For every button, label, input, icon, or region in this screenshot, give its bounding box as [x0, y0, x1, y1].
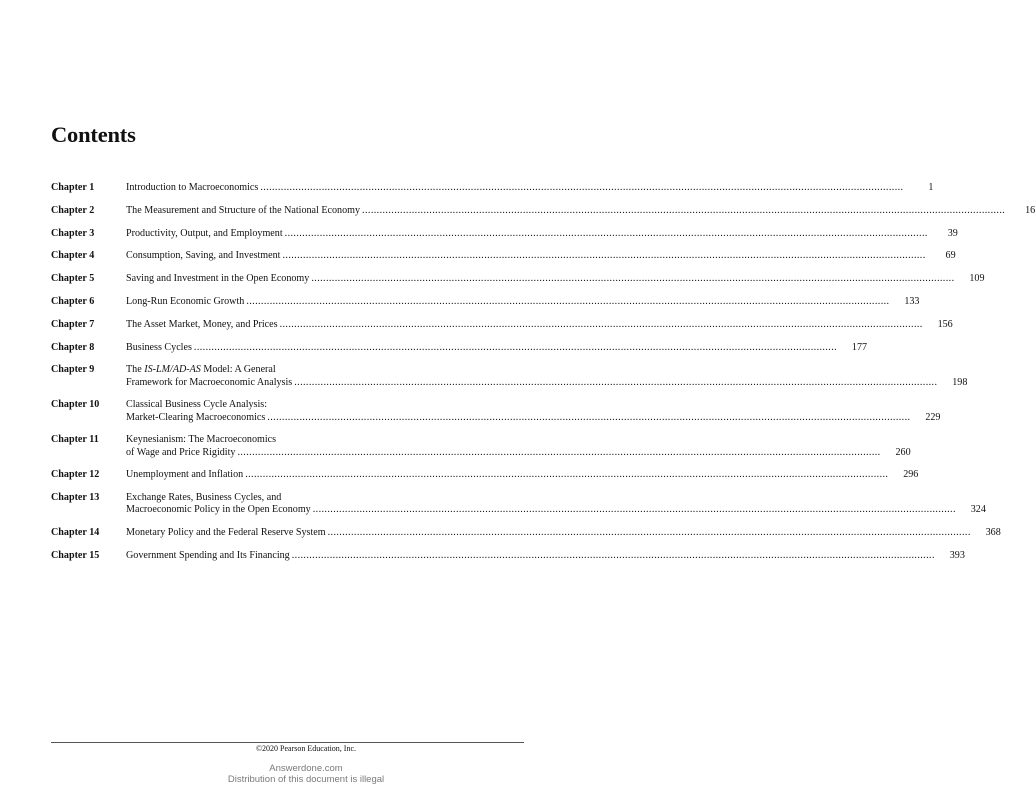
chapter-title-line: Exchange Rates, Business Cycles, and — [126, 492, 282, 504]
dot-leader: ............................................................................................................................................................................................................................ — [193, 341, 838, 353]
chapter-title-line: Classical Business Cycle Analysis: — [126, 399, 268, 411]
chapter-title-line: Introduction to Macroeconomics — [126, 182, 259, 193]
page-number: 368 — [985, 527, 1001, 539]
chapter-title-line: Business Cycles — [126, 341, 192, 353]
toc-entry[interactable] — [51, 227, 958, 240]
chapter-number: Chapter 2 — [51, 204, 95, 216]
toc-entry[interactable] — [51, 204, 1035, 217]
chapter-number: Chapter 14 — [51, 527, 100, 539]
dot-leader: ............................................................................................................................................................................................................................ — [267, 411, 911, 423]
chapter-title-line: Government Spending and Its Financing — [126, 549, 290, 561]
chapter-number: Chapter 15 — [51, 549, 100, 561]
chapter-number: Chapter 1 — [51, 182, 95, 193]
dot-leader: ............................................................................................................................................................................................................................ — [294, 376, 938, 388]
page-number: 296 — [903, 469, 919, 481]
chapter-title-line: The IS-LM/AD-AS Model: A General — [126, 364, 276, 376]
toc-entry[interactable] — [51, 492, 986, 516]
footer-divider — [51, 742, 524, 743]
dot-leader: ............................................................................................................................................................................................................................ — [327, 527, 971, 539]
toc-entry[interactable] — [51, 341, 868, 354]
dot-leader: ............................................................................................................................................................................................................................ — [291, 549, 935, 561]
watermark-notice: Distribution of this document is illegal — [227, 774, 385, 785]
table-of-contents — [51, 182, 1035, 562]
chapter-number: Chapter 4 — [51, 250, 95, 262]
toc-entry[interactable] — [51, 364, 968, 388]
chapter-title-line: Consumption, Saving, and Investment — [126, 250, 281, 262]
chapter-number: Chapter 12 — [51, 469, 100, 481]
page-number: 1 — [928, 182, 934, 193]
page-title: Contents — [51, 122, 136, 147]
chapter-title-line: Unemployment and Inflation — [126, 469, 244, 481]
dot-leader: ............................................................................................................................................................................................................................ — [284, 227, 928, 239]
dot-leader: ............................................................................................................................................................................................................................ — [245, 469, 889, 481]
dot-leader: ............................................................................................................................................................................................................................ — [260, 182, 904, 193]
page-number: 229 — [925, 411, 941, 423]
chapter-title-line: Productivity, Output, and Employment — [126, 227, 283, 239]
dot-leader: ............................................................................................................................................................................................................................ — [312, 504, 956, 516]
watermark-site: Answerdone.com — [269, 763, 343, 774]
chapter-title-line: The Asset Market, Money, and Prices — [126, 318, 278, 330]
toc-entry[interactable] — [51, 469, 919, 481]
dot-leader: ............................................................................................................................................................................................................................ — [282, 250, 926, 262]
page-number: 177 — [851, 341, 868, 353]
page-number: 156 — [937, 318, 953, 330]
chapter-title-line: Monetary Policy and the Federal Reserve System — [126, 527, 326, 539]
dot-leader: ............................................................................................................................................................................................................................ — [362, 204, 1006, 216]
chapter-title-line: Keynesianism: The Macroeconomics — [126, 434, 277, 446]
chapter-number: Chapter 9 — [51, 364, 95, 376]
chapter-number: Chapter 8 — [51, 341, 95, 353]
chapter-number: Chapter 5 — [51, 273, 95, 285]
page-number: 16 — [1025, 204, 1035, 216]
chapter-number: Chapter 10 — [51, 399, 100, 411]
chapter-number: Chapter 11 — [51, 434, 99, 446]
chapter-number: Chapter 13 — [51, 492, 100, 504]
toc-entry[interactable] — [51, 273, 985, 285]
page-number: 69 — [945, 250, 956, 262]
chapter-title-line: of Wage and Price Rigidity — [126, 446, 236, 458]
dot-leader: ............................................................................................................................................................................................................................ — [279, 318, 923, 330]
page-number: 260 — [895, 446, 911, 458]
dot-leader: ............................................................................................................................................................................................................................ — [237, 446, 881, 458]
toc-entry[interactable] — [51, 250, 956, 262]
page-number: 393 — [949, 549, 965, 561]
chapter-title-line: Saving and Investment in the Open Economy — [126, 273, 310, 285]
toc-entry[interactable] — [51, 527, 1001, 539]
toc-entry[interactable] — [51, 434, 911, 458]
chapter-title-line: The Measurement and Structure of the National Economy — [126, 204, 361, 216]
chapter-number: Chapter 6 — [51, 295, 95, 307]
copyright-notice: ©2020 Pearson Education, Inc. — [255, 744, 357, 753]
page-number: 198 — [952, 376, 968, 388]
chapter-number: Chapter 7 — [51, 318, 95, 330]
toc-entry[interactable] — [51, 318, 953, 331]
chapter-title-line: Macroeconomic Policy in the Open Economy — [126, 504, 311, 516]
chapter-number: Chapter 3 — [51, 227, 95, 239]
dot-leader: ............................................................................................................................................................................................................................ — [246, 295, 890, 307]
toc-entry[interactable] — [51, 182, 934, 194]
page-number: 133 — [904, 295, 920, 307]
page-number: 39 — [947, 227, 958, 239]
toc-entry[interactable] — [51, 549, 965, 562]
chapter-title-line: Market-Clearing Macroeconomics — [126, 411, 266, 423]
toc-entry[interactable] — [51, 295, 920, 308]
toc-entry[interactable] — [51, 399, 941, 423]
chapter-title-line: Long-Run Economic Growth — [126, 295, 245, 307]
page-number: 324 — [970, 504, 986, 516]
dot-leader: ............................................................................................................................................................................................................................ — [311, 273, 955, 285]
chapter-title-line: Framework for Macroeconomic Analysis — [126, 376, 293, 388]
page-number: 109 — [969, 273, 985, 285]
